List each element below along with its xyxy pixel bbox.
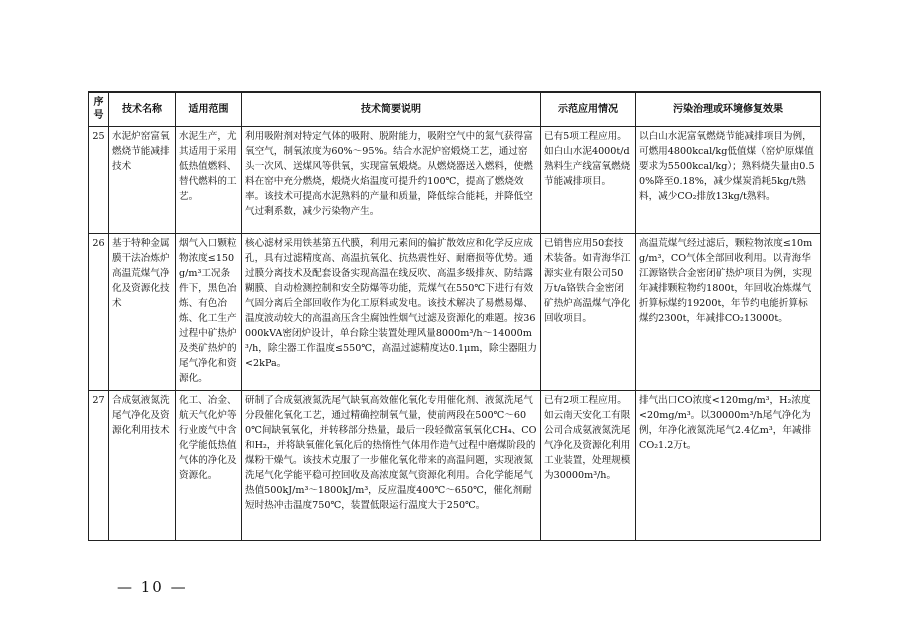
col-header-name: 技术名称 bbox=[109, 92, 176, 126]
application-scope: 化工、冶金、航天气化炉等行业废气中含化学能低热值气体的净化及资源化。 bbox=[176, 390, 242, 540]
technology-name: 基于特种金属膜干法冶炼炉高温荒煤气净化及资源化技术 bbox=[109, 233, 176, 390]
technology-description: 核心滤材采用铁基第五代膜，利用元素间的偏扩散效应和化学反应成孔，具有过滤精度高、高温抗氧化、抗热震性好、耐磨损等优势。通过膜分离技术及配套设备实现高温在线反吹、高温多级排灰、防结露糊膜、自动检测控制和安全防爆等功能，荒煤气在550℃下进行有效气固分离后全部回收作为化工原料或发电。该技术解决了易燃易爆、温度波动较大的高温高压含尘腐蚀性烟气过滤及资源化的难题。按36000kVA密闭炉设计，单台除尘装置处理风量8000m³/h～14000m³/h，除尘器工作温度≤550℃，高温过滤精度达0.1μm，除尘器阻力<2kPa。 bbox=[242, 233, 541, 390]
demo-application: 已销售应用50套技术装备。如青海华江源实业有限公司50万t/a铬铁合金密闭矿热炉高温煤气净化回收项目。 bbox=[541, 233, 636, 390]
col-header-desc: 技术简要说明 bbox=[242, 92, 541, 126]
technology-description: 研制了合成氨液氮洗尾气缺氧高效催化氧化专用催化剂、液氮洗尾气分段催化氧化工艺，通过精确控制氧气量，使前两段在500℃～600℃间缺氧氧化，并转移部分热量，最后一段轻微富氧氧化CH₄、CO和H₂，并将缺氧催化氧化后的热惰性气体用作造气过程中磨煤阶段的煤粉干燥气。该技术克服了一步催化氧化带来的高温问题，实现液氮洗尾气化学能平稳可控回收及高浓度氮气资源化利用。合化学能尾气热值500kJ/m³～1800kJ/m³，反应温度400℃～650℃，催化剂耐短时热冲击温度750℃，装置低限运行温度大于250℃。 bbox=[242, 390, 541, 540]
table-header-row bbox=[89, 92, 821, 126]
row-number: 25 bbox=[89, 126, 109, 233]
table-row bbox=[89, 126, 821, 233]
technology-name: 水泥炉窑富氧燃烧节能减排技术 bbox=[109, 126, 176, 233]
row-number: 27 bbox=[89, 390, 109, 540]
technology-name: 合成氨液氮洗尾气净化及资源化利用技术 bbox=[109, 390, 176, 540]
col-header-scope: 适用范围 bbox=[176, 92, 242, 126]
application-scope: 水泥生产，尤其适用于采用低热值燃料、替代燃料的工艺。 bbox=[176, 126, 242, 233]
page-number: — 10 — bbox=[117, 578, 188, 596]
table-row bbox=[89, 390, 821, 540]
technology-table bbox=[88, 91, 821, 541]
col-header-num: 序号 bbox=[89, 92, 109, 126]
remediation-effect: 以白山水泥富氧燃烧节能减排项目为例，可燃用4800kcal/kg低值煤（窑炉原煤值要求为5500kcal/kg）；熟料烧失量由0.50%降至0.18%，减少煤炭消耗5kg/t熟料，减少CO₂排放13kg/t熟料。 bbox=[636, 126, 821, 233]
col-header-effect: 污染治理或环境修复效果 bbox=[636, 92, 821, 126]
demo-application: 已有2项工程应用。如云南天安化工有限公司合成氨液氮洗尾气净化及资源化利用工业装置，处理规模为30000m³/h。 bbox=[541, 390, 636, 540]
col-header-demo: 示范应用情况 bbox=[541, 92, 636, 126]
row-number: 26 bbox=[89, 233, 109, 390]
demo-application: 已有5项工程应用。如白山水泥4000t/d熟料生产线富氧燃烧节能减排项目。 bbox=[541, 126, 636, 233]
remediation-effect: 高温荒煤气经过滤后，颗粒物浓度≤10mg/m³，CO气体全部回收利用。以青海华江源铬铁合金密闭矿热炉项目为例，实现年减排颗粒物约1800t，年回收冶炼煤气折算标煤约19200t，年节约电能折算标煤约2300t，年减排CO₂13000t。 bbox=[636, 233, 821, 390]
table-row bbox=[89, 233, 821, 390]
remediation-effect: 排气出口CO浓度<120mg/m³，H₂浓度<20mg/m³。以30000m³/h尾气净化为例，年净化液氮洗尾气2.4亿m³，年减排CO₂1.2万t。 bbox=[636, 390, 821, 540]
application-scope: 烟气入口颗粒物浓度≤150g/m³工况条件下，黑色冶炼、有色冶炼、化工生产过程中矿热炉及类矿热炉的尾气净化和资源化。 bbox=[176, 233, 242, 390]
technology-description: 利用吸附剂对特定气体的吸附、脱附能力，吸附空气中的氮气获得富氧空气，制氧浓度为60%～95%。结合水泥炉窑煅烧工艺，通过窑头一次风、送煤风等供氧，实现富氧煅烧。从燃烧器送入燃料，使燃料在窑中充分燃烧，煅烧火焰温度可提升约100℃，提高了燃烧效率。该技术可提高水泥熟料的产量和质量，降低综合能耗，并降低空气过剩系数，减少污染物产生。 bbox=[242, 126, 541, 233]
